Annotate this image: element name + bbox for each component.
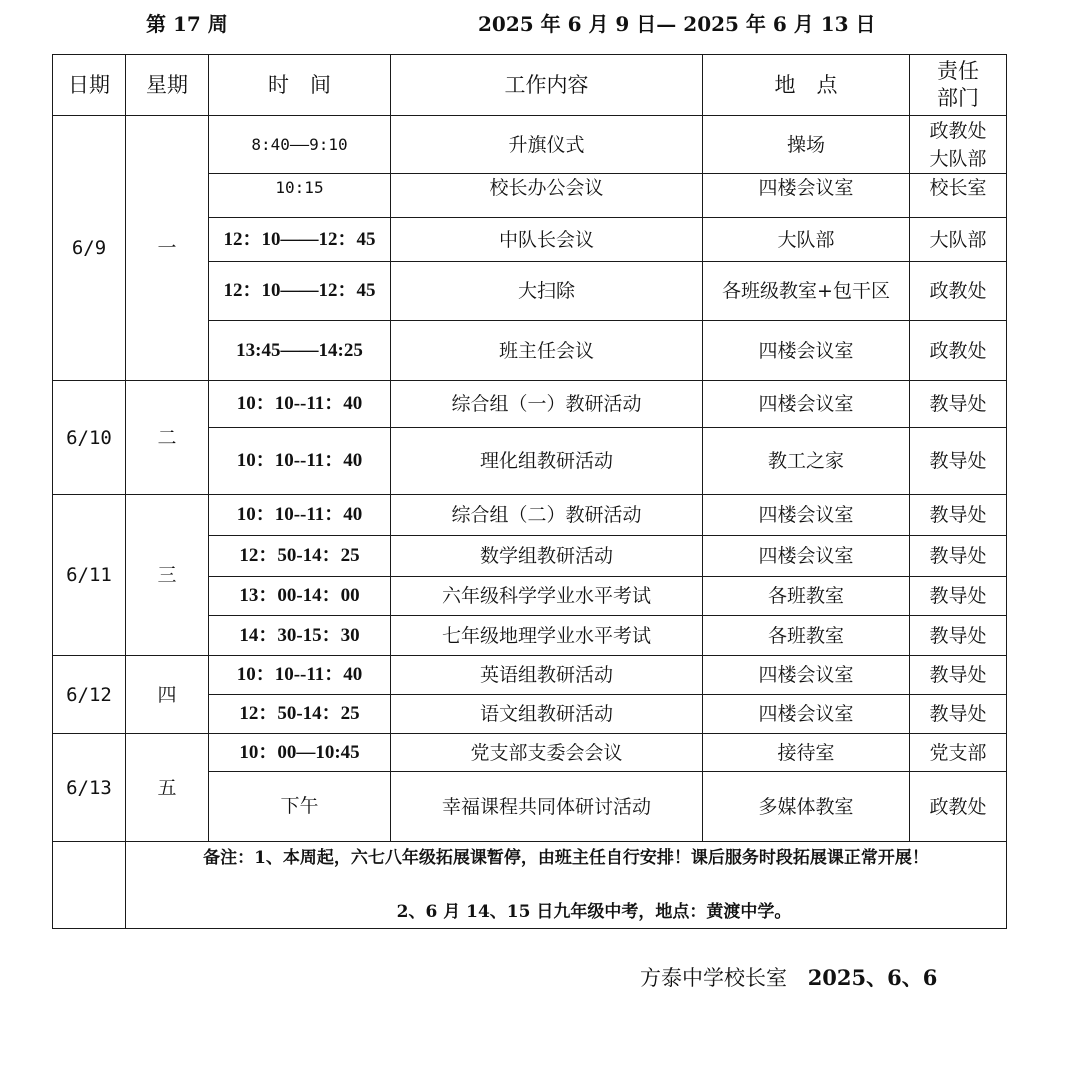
place-cell: 四楼会议室 (703, 695, 910, 734)
content-cell: 班主任会议 (391, 321, 703, 381)
content-cell: 综合组（一）教研活动 (391, 381, 703, 428)
time-cell: 13:45——14:25 (209, 321, 391, 381)
table-row (53, 381, 1007, 428)
time-cell: 12：10——12：45 (209, 218, 391, 262)
column-header-time: 时 间 (209, 55, 391, 116)
column-header-content: 工作内容 (391, 55, 703, 116)
dept-cell: 大队部 (910, 218, 1007, 262)
dept-cell: 教导处 (910, 577, 1007, 616)
footer-signature (640, 962, 937, 992)
column-header-weekday: 星期 (126, 55, 209, 116)
content-cell: 数学组教研活动 (391, 536, 703, 577)
dept-cell: 教导处 (910, 616, 1007, 656)
dept-cell: 政教处 (910, 321, 1007, 381)
dept-cell: 教导处 (910, 381, 1007, 428)
time-cell: 下午 (209, 772, 391, 842)
dept-cell: 教导处 (910, 495, 1007, 536)
date-cell: 6/11 (53, 495, 126, 656)
table-row (53, 116, 1007, 174)
table-row (53, 656, 1007, 695)
date-cell: 6/12 (53, 656, 126, 734)
place-cell: 大队部 (703, 218, 910, 262)
content-cell: 七年级地理学业水平考试 (391, 616, 703, 656)
dept-cell: 教导处 (910, 656, 1007, 695)
time-cell: 13：00-14：00 (209, 577, 391, 616)
weekday-cell: 五 (126, 734, 209, 842)
time-cell: 12：10——12：45 (209, 262, 391, 321)
column-header-date: 日期 (53, 55, 126, 116)
footer-org: 方泰中学校长室 (640, 966, 787, 990)
content-cell: 综合组（二）教研活动 (391, 495, 703, 536)
content-cell: 升旗仪式 (391, 116, 703, 174)
content-cell: 中队长会议 (391, 218, 703, 262)
content-cell: 理化组教研活动 (391, 428, 703, 495)
time-cell: 10：00—10:45 (209, 734, 391, 772)
time-cell: 12：50-14：25 (209, 695, 391, 734)
time-cell: 12：50-14：25 (209, 536, 391, 577)
table-row (53, 734, 1007, 772)
dept-cell: 教导处 (910, 536, 1007, 577)
dept-cell: 党支部 (910, 734, 1007, 772)
dept-cell: 教导处 (910, 695, 1007, 734)
content-cell: 幸福课程共同体研讨活动 (391, 772, 703, 842)
dept-cell: 政教处大队部 (910, 116, 1007, 174)
place-cell: 各班教室 (703, 577, 910, 616)
dept-cell: 校长室 (910, 174, 1007, 218)
notes-empty-cell (53, 842, 126, 929)
content-cell: 语文组教研活动 (391, 695, 703, 734)
time-cell: 10：10--11：40 (209, 428, 391, 495)
time-cell: 14：30-15：30 (209, 616, 391, 656)
weekday-cell: 四 (126, 656, 209, 734)
time-cell: 10:15 (209, 174, 391, 218)
note-line-2: 2、6 月 14、15 日九年级中考，地点：黄渡中学。 (396, 902, 792, 922)
column-header-place: 地 点 (703, 55, 910, 116)
notes-row (53, 842, 1007, 929)
weekday-cell: 二 (126, 381, 209, 495)
header-row (53, 55, 1007, 116)
place-cell: 四楼会议室 (703, 381, 910, 428)
place-cell: 四楼会议室 (703, 536, 910, 577)
time-cell: 10：10--11：40 (209, 656, 391, 695)
note-line-1: 备注：1、本周起，六七八年级拓展课暂停，由班主任自行安排！课后服务时段拓展课正常开展！ (203, 848, 929, 868)
dept-cell: 教导处 (910, 428, 1007, 495)
notes-cell (126, 842, 1007, 929)
place-cell: 四楼会议室 (703, 174, 910, 218)
week-label: 第 17 周 (146, 12, 228, 36)
place-cell: 各班级教室+包干区 (703, 262, 910, 321)
table-row (53, 495, 1007, 536)
dept-cell: 政教处 (910, 262, 1007, 321)
place-cell: 各班教室 (703, 616, 910, 656)
date-cell: 6/13 (53, 734, 126, 842)
place-cell: 四楼会议室 (703, 495, 910, 536)
schedule-table (52, 54, 1007, 929)
weekday-cell: 三 (126, 495, 209, 656)
date-range: 2025 年 6 月 9 日— 2025 年 6 月 13 日 (478, 12, 876, 36)
place-cell: 接待室 (703, 734, 910, 772)
content-cell: 校长办公会议 (391, 174, 703, 218)
place-cell: 四楼会议室 (703, 321, 910, 381)
footer-date: 2025、6、6 (807, 965, 938, 990)
dept-cell: 政教处 (910, 772, 1007, 842)
weekday-cell: 一 (126, 116, 209, 381)
place-cell: 教工之家 (703, 428, 910, 495)
time-cell: 10：10--11：40 (209, 381, 391, 428)
content-cell: 党支部支委会会议 (391, 734, 703, 772)
date-cell: 6/9 (53, 116, 126, 381)
content-cell: 大扫除 (391, 262, 703, 321)
time-cell: 10：10--11：40 (209, 495, 391, 536)
column-header-dept: 责任部门 (910, 55, 1007, 116)
content-cell: 英语组教研活动 (391, 656, 703, 695)
place-cell: 操场 (703, 116, 910, 174)
content-cell: 六年级科学学业水平考试 (391, 577, 703, 616)
time-cell: 8:40——9:10 (209, 116, 391, 174)
place-cell: 四楼会议室 (703, 656, 910, 695)
place-cell: 多媒体教室 (703, 772, 910, 842)
date-cell: 6/10 (53, 381, 126, 495)
